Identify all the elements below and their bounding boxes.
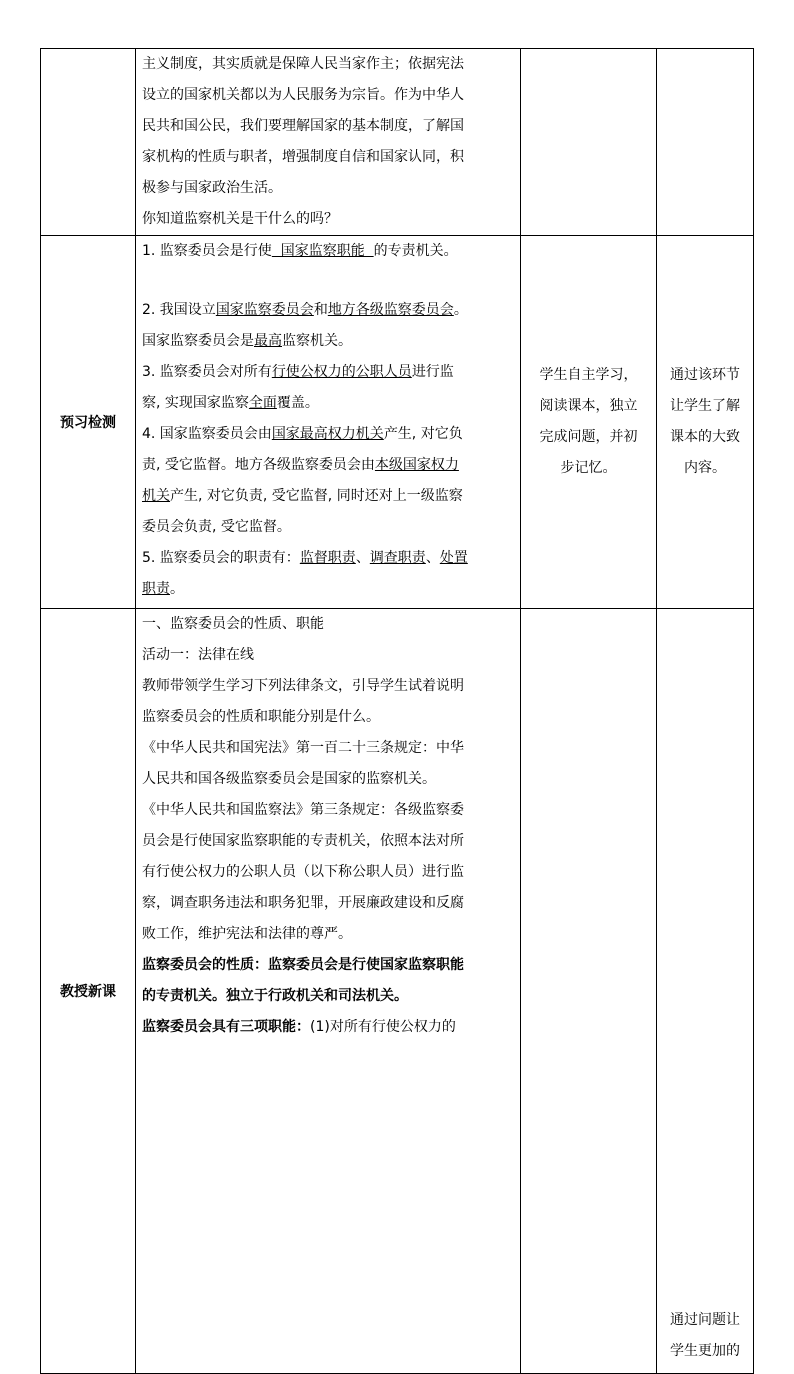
text-line: 员会是行使国家监察职能的专责机关，依照本法对所 xyxy=(142,833,464,849)
question-4-cont: 机关产生, 对它负责, 受它监督, 同时还对上一级监察 xyxy=(142,488,463,504)
text-line: 人民共和国各级监察委员会是国家的监察机关。 xyxy=(142,771,436,787)
cell-preview-content xyxy=(136,236,521,609)
answer-blank: 本级国家权力 xyxy=(374,457,459,473)
section-label-new-lesson: 教授新课 xyxy=(41,609,136,1374)
text-line: 通过问题让 xyxy=(670,1312,740,1328)
answer-blank: 监督职责 xyxy=(299,550,356,566)
answer-blank: 行使公权力的公职人员 xyxy=(271,364,412,380)
question-2-cont: 国家监察委员会是最高监察机关。 xyxy=(142,333,352,349)
question-3-cont: 察, 实现国家监察全面覆盖。 xyxy=(142,395,319,411)
table-row-new-lesson xyxy=(41,609,754,1374)
cell-student-empty xyxy=(521,49,657,236)
text-line: 完成问题，并初 xyxy=(539,429,638,445)
text-line: 让学生了解 xyxy=(670,398,740,414)
cell-design-purpose xyxy=(657,609,754,1374)
text-line: 学生更加的 xyxy=(670,1343,740,1359)
cell-student-activity xyxy=(521,236,657,609)
text-line: 教师带领学生学习下列法律条文，引导学生试着说明 xyxy=(142,678,464,694)
text-line: 内容。 xyxy=(684,460,726,476)
text-line: 察，调查职务违法和职务犯罪，开展廉政建设和反腐 xyxy=(142,895,464,911)
section-label-preview: 预习检测 xyxy=(41,236,136,609)
text-line: 你知道监察机关是干什么的吗？ xyxy=(142,211,338,227)
bold-text-line: 的专责机关。独立于行政机关和司法机关。 xyxy=(142,988,408,1004)
text-line: 《中华人民共和国宪法》第一百二十三条规定：中华 xyxy=(142,740,464,756)
text-line: 活动一：法律在线 xyxy=(142,647,254,663)
text-line: 通过该环节 xyxy=(670,367,740,383)
cell-label-empty xyxy=(41,49,136,236)
lesson-plan-table xyxy=(40,48,754,1374)
text-line: 课本的大致 xyxy=(670,429,740,445)
text-line: 一、监察委员会的性质、职能 xyxy=(142,616,324,632)
answer-blank: 调查职责 xyxy=(369,550,426,566)
question-4-cont: 委员会负责, 受它监督。 xyxy=(142,519,291,535)
answer-blank: 机关 xyxy=(142,488,170,504)
question-5: 5. 监察委员会的职责有：监督职责、调查职责、处置 xyxy=(142,550,468,566)
answer-blank: 职责 xyxy=(142,581,170,597)
text-line: 阅读课本，独立 xyxy=(539,398,638,414)
answer-blank: 国家监察委员会 xyxy=(215,302,314,318)
text-line: 民共和国公民，我们要理解国家的基本制度，了解国 xyxy=(142,118,464,134)
text-line: 家机构的性质与职者，增强制度自信和国家认同，积 xyxy=(142,149,464,165)
question-1: 1. 监察委员会是行使 国家监察职能 的专责机关。 xyxy=(142,243,458,259)
question-4: 4. 国家监察委员会由国家最高权力机关产生, 对它负 xyxy=(142,426,463,442)
answer-blank: 处置 xyxy=(439,550,468,566)
cell-new-lesson-content xyxy=(136,609,521,1374)
question-4-cont: 责, 受它监督。地方各级监察委员会由本级国家权力 xyxy=(142,457,459,473)
answer-blank: 全面 xyxy=(248,395,277,411)
table-row-preview xyxy=(41,236,754,609)
cell-intro-content xyxy=(136,49,521,236)
answer-blank: 最高 xyxy=(254,333,282,349)
text-line: 步记忆。 xyxy=(560,460,617,476)
question-5-cont: 职责。 xyxy=(142,581,184,597)
text-line: 监察委员会的性质和职能分别是什么。 xyxy=(142,709,380,725)
cell-design-purpose xyxy=(657,236,754,609)
answer-blank: 国家最高权力机关 xyxy=(271,426,384,442)
text-line: 极参与国家政治生活。 xyxy=(142,180,282,196)
text-line: 有行使公权力的公职人员（以下称公职人员）进行监 xyxy=(142,864,464,880)
bold-text-line: 监察委员会的性质：监察委员会是行使国家监察职能 xyxy=(142,957,464,973)
answer-blank: 地方各级监察委员会 xyxy=(327,302,454,318)
question-3: 3. 监察委员会对所有行使公权力的公职人员进行监 xyxy=(142,364,454,380)
text-line: 《中华人民共和国监察法》第三条规定：各级监察委 xyxy=(142,802,464,818)
text-line: 主义制度，其实质就是保障人民当家作主；依据宪法 xyxy=(142,56,464,72)
cell-student-empty xyxy=(521,609,657,1374)
text-line: 败工作，维护宪法和法律的尊严。 xyxy=(142,926,352,942)
answer-blank: 国家监察职能 xyxy=(271,243,374,259)
text-line: 设立的国家机关都以为人民服务为宗旨。作为中华人 xyxy=(142,87,464,103)
table-row-intro xyxy=(41,49,754,236)
cell-purpose-empty xyxy=(657,49,754,236)
question-2: 2. 我国设立国家监察委员会和地方各级监察委员会。 xyxy=(142,302,468,318)
text-line: 学生自主学习， xyxy=(539,367,638,383)
text-line: 监察委员会具有三项职能：(1)对所有行使公权力的 xyxy=(142,1019,456,1035)
